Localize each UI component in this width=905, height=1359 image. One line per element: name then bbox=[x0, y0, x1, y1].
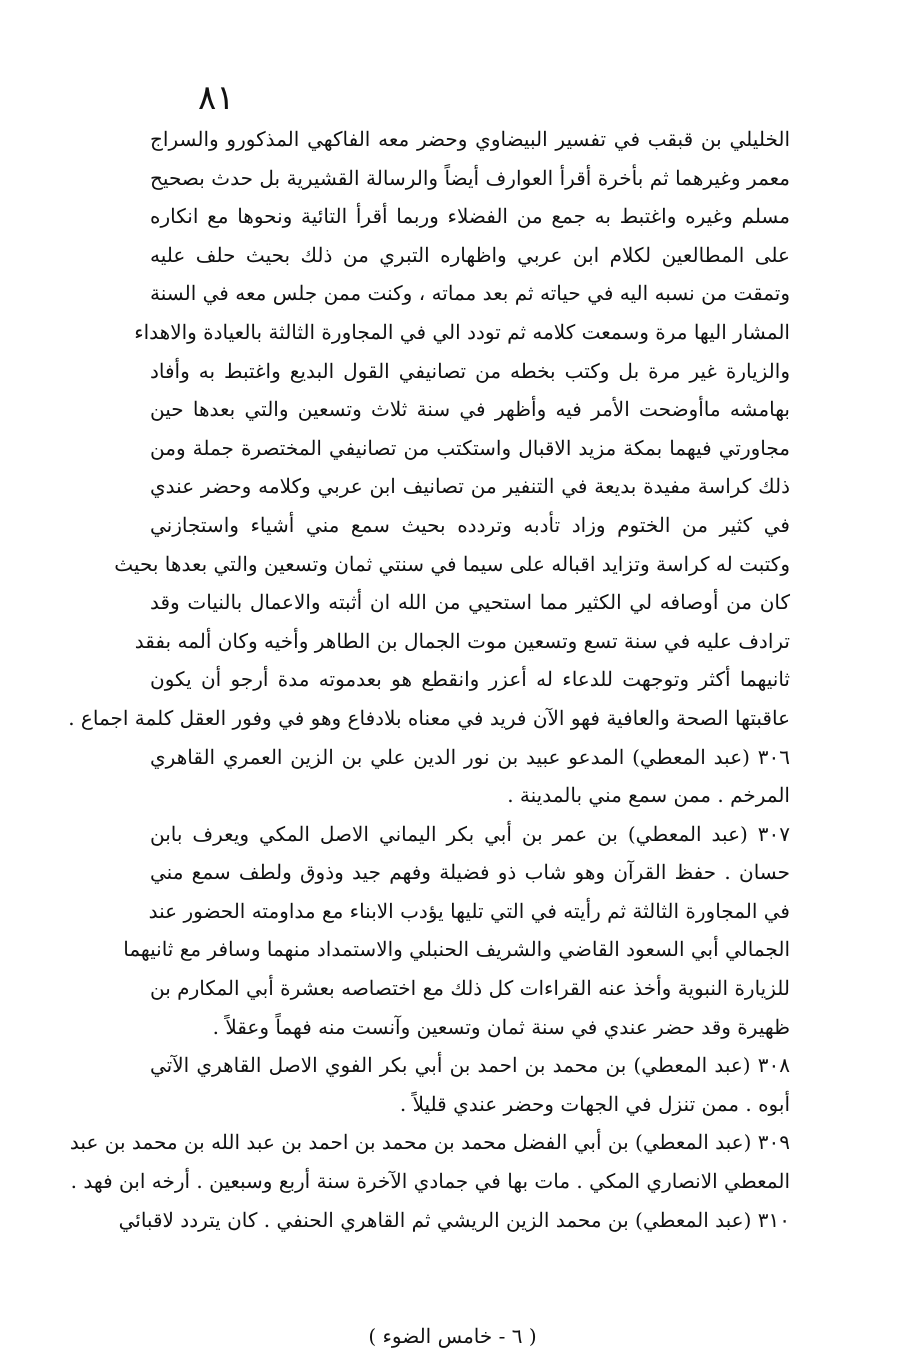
text-line: ترادف عليه في سنة تسع وتسعين موت الجمال بن الطاهر وأخيه وكان ألمه بفقد bbox=[134, 628, 790, 653]
text-line: على المطالعين لكلام ابن عربي واظهاره التبري من ذلك بحيث حلف عليه bbox=[150, 242, 790, 267]
entry-310-line: ٣١٠ (عبد المعطي) بن محمد الزين الريشي ثم القاهري الحنفي . كان يتردد لاقبائي bbox=[118, 1207, 790, 1232]
text-line: ظهيرة وقد حضر عندي في سنة ثمان وتسعين وآنست منه فهماً وعقلاً . bbox=[212, 1014, 790, 1039]
text-line: معمر وغيرهما ثم بأخرة أقرأ العوارف أيضاً والرسالة القشيرية بل حدث بصحيح bbox=[150, 165, 790, 190]
text-line: كان من أوصافه لي الكثير مما استحيي من الله ان أثبته والاعمال بالنيات وقد bbox=[150, 590, 790, 615]
text-line: أبوه . ممن تنزل في الجهات وحضر عندي قليلاً . bbox=[399, 1091, 790, 1116]
text-line: ذلك كراسة مفيدة بديعة في التنفير من تصانيف ابن عربي وكلامه وحضر عندي bbox=[150, 474, 790, 499]
entry-308-line: ٣٠٨ (عبد المعطي) بن محمد بن احمد بن أبي بكر الفوي الاصل القاهري الآتي bbox=[150, 1053, 790, 1078]
text-line: في المجاورة الثالثة ثم رأيته في التي تليها يؤدب الابناء مع مداومته الحضور عند bbox=[148, 898, 790, 923]
text-line: وكتبت له كراسة وتزايد اقباله على سيما في سنتي ثمان وتسعين والتي بعدها بحيث bbox=[114, 551, 790, 576]
text-line: مجاورتي فيهما بمكة مزيد الاقبال واستكتب من تصانيفي المختصرة جملة ومن bbox=[150, 435, 790, 460]
text-line: عاقبتها الصحة والعافية فهو الآن فريد في معناه بلادفاع وهو في وفور العقل كلمة اجماع . bbox=[68, 705, 790, 730]
text-line: وتمقت من نسبه اليه في حياته ثم بعد مماته ، وكنت ممن جلس معه في السنة bbox=[150, 281, 790, 306]
text-line: المشار اليها مرة وسمعت كلامه ثم تودد الي في المجاورة الثالثة بالعيادة والاهداء bbox=[134, 319, 790, 344]
text-line: ثانيهما أكثر وتوجهت للدعاء له أعزر وانقطع هو بعدموته مدة أرجو أن يكون bbox=[150, 667, 790, 692]
page-number: ٨١ bbox=[198, 78, 235, 118]
entry-306-line: ٣٠٦ (عبد المعطي) المدعو عبيد بن نور الدين علي بن الزين العمري القاهري bbox=[150, 744, 790, 769]
entry-309-line: ٣٠٩ (عبد المعطي) بن أبي الفضل محمد بن محمد بن احمد بن عبد الله بن محمد بن عبد bbox=[69, 1130, 790, 1155]
text-line: المعطي الانصاري المكي . مات بها في جمادي الآخرة سنة أربع وسبعين . أرخه ابن فهد . bbox=[70, 1169, 790, 1194]
text-line: المرخم . ممن سمع مني بالمدينة . bbox=[507, 783, 790, 808]
text-line: حسان . حفظ القرآن وهو شاب ذو فضيلة وفهم جيد وذوق ولطف سمع مني bbox=[150, 860, 790, 885]
main-text bbox=[68, 120, 790, 1239]
text-line: بهامشه ماأوضحت الأمر فيه وأظهر في سنة ثلاث وتسعين والتي بعدها حين bbox=[150, 397, 790, 422]
text-line: والزيارة غير مرة بل وكتب بخطه من تصانيفي القول البديع واغتبط به وأفاد bbox=[150, 358, 790, 383]
text-line: في كثير من الختوم وزاد تأدبه وتردده بحيث سمع مني أشياء واستجازني bbox=[150, 512, 790, 537]
text-line: الجمالي أبي السعود القاضي والشريف الحنبلي والاستمداد منهما وسافر مع ثانيهما bbox=[123, 937, 790, 962]
text-line: الخليلي بن قبقب في تفسير البيضاوي وحضر معه الفاكهي المذكورو والسراج bbox=[150, 127, 790, 151]
text-line: مسلم وغيره واغتبط به جمع من الفضلاء وربما أقرأ التائية ونحوها مع انكاره bbox=[150, 204, 790, 229]
text-line: للزيارة النبوية وأخذ عنه القراءات كل ذلك مع اختصاصه بعشرة أبي المكارم بن bbox=[150, 976, 790, 1001]
footer-signature: ( ٦ - خامس الضوء ) bbox=[368, 1324, 537, 1348]
entry-307-line: ٣٠٧ (عبد المعطي) بن عمر بن أبي بكر اليماني الاصل المكي ويعرف بابن bbox=[150, 821, 790, 846]
